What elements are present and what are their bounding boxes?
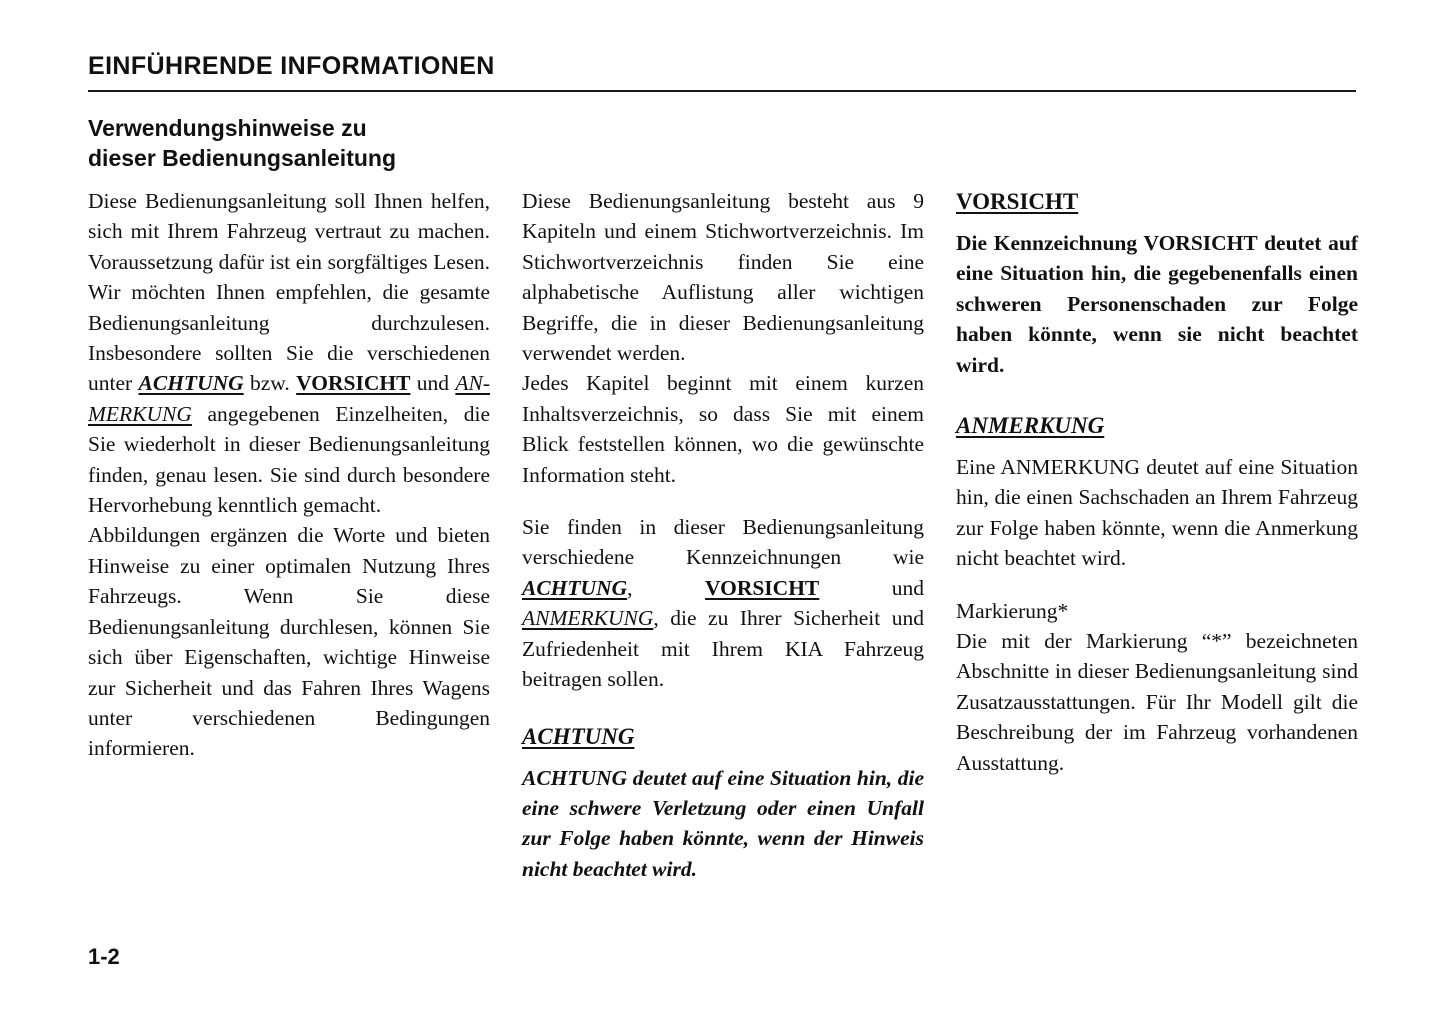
emphasis-anmerkung: AN-MERKUNG [88,371,490,426]
paragraph-inhaltsverzeichnis: Jedes Kapitel beginnt mit einem kurzen Inhaltsverzeichnis, so dass Sie mit einem Blick feststellen können, wo die gewünschte Information steht. [522,371,924,487]
emphasis-vorsicht-2: VORSICHT [705,575,820,600]
body-columns [88,186,1358,884]
page-number: 1-2 [88,944,120,969]
emphasis-anmerkung-2: ANMERKUNG [522,606,654,631]
intro-text-a: Diese Bedienungsanleitung soll Ihnen helfen, sich mit Ihrem Fahrzeug vertraut zu machen. Voraussetzung dafür ist ein sorgfältiges Lesen. Wir möchten Ihnen empfehlen, die gesamte Bedienungsanleitung durchzulesen. Insbesondere sollten Sie die verschiedenen unter [88,189,490,396]
column-2 [522,186,924,884]
paragraph-kennzeichnungen [522,512,924,694]
heading-achtung: ACHTUNG [522,723,635,749]
section-heading-line-2: dieser Bedienungsanleitung [88,145,396,171]
emphasis-vorsicht: VORSICHT [296,371,411,396]
heading-anmerkung: ANMERKUNG [956,413,1105,439]
paragraph-markierung-title: Markierung* [956,598,1069,623]
column-1 [88,186,490,884]
kennzeichnungen-text-d: , die zu Ihrer Sicherheit und Zufriedenheit mit Ihrem KIA Fahrzeug beitragen sollen. [522,606,924,692]
intro-text-c: und [410,371,456,396]
emphasis-achtung: ACHTUNG [138,371,244,396]
section-heading [88,113,488,173]
kennzeichnungen-text-a: Sie finden in dieser Bedienungsanleitung verschiedene Kennzeichnungen wie [522,515,924,570]
intro-text-b: bzw. [243,371,297,396]
page-header [88,52,1356,92]
paragraph-intro [88,186,490,520]
paragraph-anmerkung-body: Eine ANMERKUNG deutet auf eine Situation hin, die einen Sachschaden an Ihrem Fahrzeug zur Folge haben könnte, wenn die Anmerkung nicht beachtet wird. [956,455,1358,571]
paragraph-abbildungen: Abbildungen ergänzen die Worte und bieten Hinweise zu einer optimalen Nutzung Ihres Fahrzeugs. Wenn Sie diese Bedienungsanleitung durchlesen, können Sie sich über Eigenschaften, wichtige Hinweise zur Sicherheit und das Fahren Ihres Wagens unter verschiedenen Bedingungen informieren. [88,523,490,761]
paragraph-achtung-body: ACHTUNG deutet auf eine Situation hin, die eine schwere Verletzung oder einen Unfall zur Folge haben könnte, wenn der Hinweis nicht beachtet wird. [522,765,924,881]
paragraph-kapitel: Diese Bedienungsanleitung besteht aus 9 Kapiteln und einem Stichwortverzeichnis. Im Stichwortverzeichnis finden Sie eine alphabetische Auflistung aller wichtigen Begriffe, die in dieser Bedienungsanleitung verwendet werden. [522,189,924,366]
intro-text-d: angegebenen Einzelheiten, die Sie wiederholt in dieser Bedienungsanleitung finden, genau lesen. Sie sind durch besondere Hervorhebung kenntlich gemacht. [88,401,490,518]
paragraph-markierung-body: Die mit der Markierung “*” bezeichneten Abschnitte in dieser Bedienungsanleitung sind Zusatzausstattungen. Für Ihr Modell gilt die Beschreibung der im Fahrzeug vorhandenen Ausstattung. [956,629,1358,775]
section-heading-line-1: Verwendungshinweise zu [88,115,367,141]
kennzeichnungen-text-c: und [819,575,925,600]
page-title: EINFÜHRENDE INFORMATIONEN [88,52,495,80]
header-divider [88,90,1356,92]
heading-vorsicht: VORSICHT [956,189,1079,214]
kennzeichnungen-text-b: , [627,575,705,600]
column-3 [956,186,1358,884]
paragraph-vorsicht-body: Die Kennzeichnung VORSICHT deutet auf eine Situation hin, die gegebenenfalls einen schweren Personenschaden zur Folge haben könnte, wenn sie nicht beachtet wird. [956,231,1358,377]
emphasis-achtung-2: ACHTUNG [522,575,628,600]
